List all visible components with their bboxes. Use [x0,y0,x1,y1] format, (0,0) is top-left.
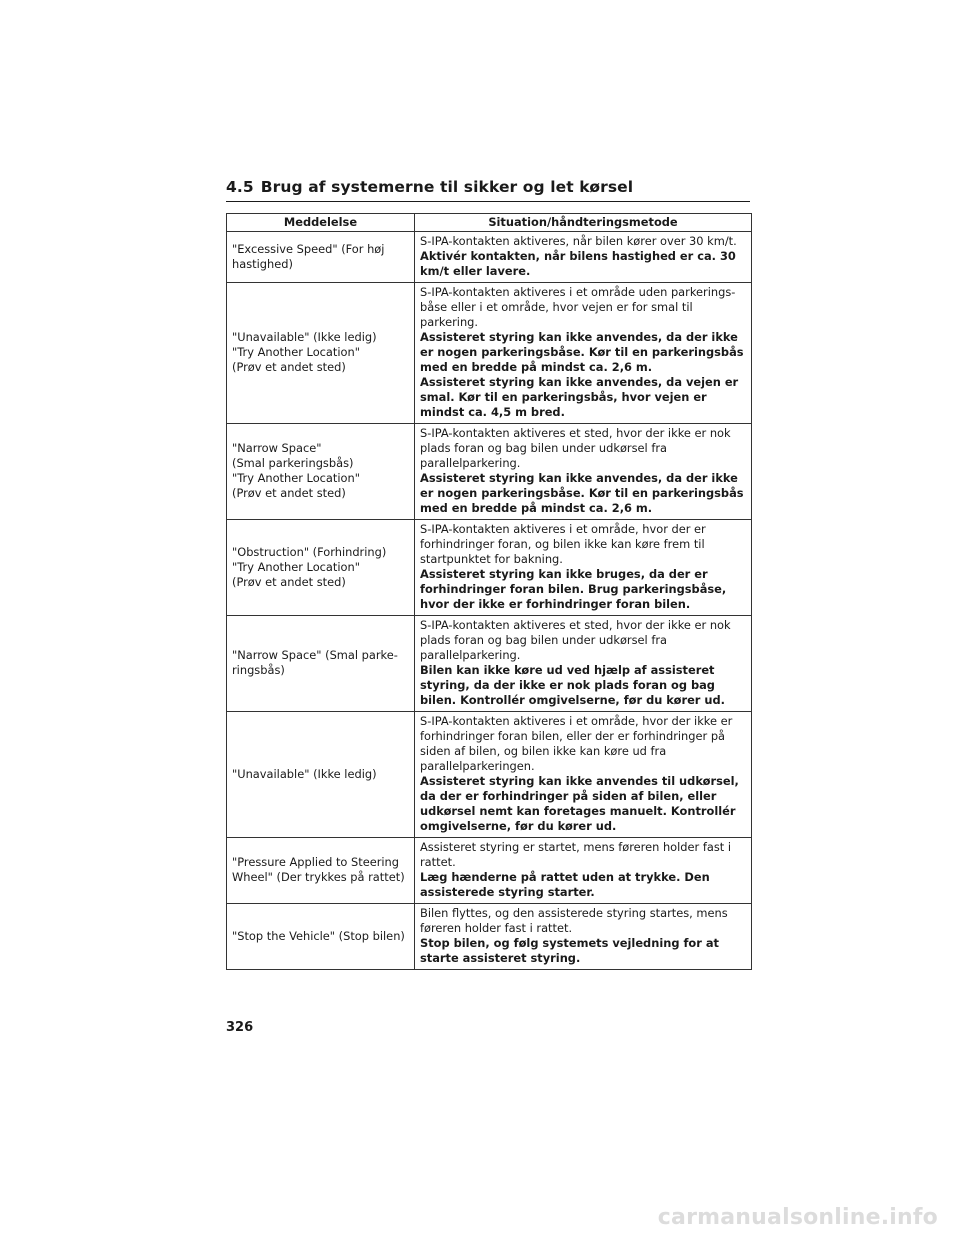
situation-description: Assisteret styring er startet, mens føreren holder fast i rattet. [420,840,732,869]
handling-instruction: Assisteret styring kan ikke bruges, da der er forhindringer foran bilen. Brug parkeringsbåse, hvor der ikke er forhindringer foran bilen. [420,567,727,611]
message-text: "Try Another Location" [232,345,360,359]
handling-instruction: Aktivér kontakten, når bilens hastighed er ca. 30 km/t eller lavere. [420,249,736,278]
table-row [227,712,752,838]
column-header-message: Meddelelse [227,214,415,232]
message-cell [227,232,415,283]
message-cell [227,904,415,970]
message-text: "Narrow Space" (Smal parkeringsbås) [232,648,398,677]
page-number: 326 [226,1020,254,1035]
message-cell [227,838,415,904]
table-row [227,520,752,616]
message-table [226,213,752,970]
situation-cell [415,232,752,283]
message-text: "Stop the Vehicle" (Stop bilen) [232,928,405,943]
message-text: (Prøv et andet sted) [232,486,346,500]
situation-cell [415,712,752,838]
table-row [227,904,752,970]
message-text: "Try Another Location" [232,471,360,485]
situation-cell [415,904,752,970]
situation-description: S-IPA-kontakten aktiveres et sted, hvor der ikke er nok plads foran og bag bilen under udkørsel fra parallelparkering. [420,426,731,470]
situation-cell [415,520,752,616]
handling-instruction: Bilen kan ikke køre ud ved hjælp af assisteret styring, da der ikke er nok plads foran og bag bilen. Kontrollér omgivelserne, før du kører ud. [420,663,725,707]
situation-cell [415,283,752,424]
table-row [227,283,752,424]
handling-instruction: Assisteret styring kan ikke anvendes, da vejen er smal. Kør til en parkeringsbås, hvor vejen er mindst ca. 4,5 m bred. [420,375,739,419]
table-row [227,424,752,520]
message-cell [227,424,415,520]
message-text: "Excessive Speed" (For høj hastighed) [232,241,385,271]
situation-cell [415,838,752,904]
message-text: "Try Another Location" [232,559,360,574]
message-cell [227,616,415,712]
handling-instruction: Stop bilen, og følg systemets vejledning for at starte assisteret styring. [420,936,719,965]
message-cell [227,712,415,838]
table-row [227,616,752,712]
section-title: Brug af systemerne til sikker og let kørsel [260,178,634,196]
situation-description: S-IPA-kontakten aktiveres i et område, hvor der ikke er forhindringer foran bilen, eller der er forhindringer på siden af bilen, og bilen ikke kan køre ud fra parallelparkeringen. [420,714,733,773]
handling-instruction: Assisteret styring kan ikke anvendes, da der ikke er nogen parkeringsbåse. Kør til en parkeringsbås med en bredde på mindst ca. 2,6 m. [420,471,744,515]
handling-instruction: Assisteret styring kan ikke anvendes, da der ikke er nogen parkeringsbåse. Kør til en parkeringsbås med en bredde på mindst ca. 2,6 m. [420,330,744,374]
message-text: (Prøv et andet sted) [232,574,346,589]
situation-description: Bilen flyttes, og den assisterede styring startes, mens føreren holder fast i rattet. [420,906,728,935]
message-text: "Narrow Space" [232,441,322,455]
message-text: (Prøv et andet sted) [232,360,346,374]
table-body [227,232,752,970]
handling-instruction: Assisteret styring kan ikke anvendes til udkørsel, da der er forhindringer på siden af bilen, eller udkørsel nemt kan foretages manuelt. Kontrollér omgivelserne, før du kører ud. [420,774,739,833]
situation-description: S-IPA-kontakten aktiveres i et område uden parkeringsbåse eller i et område, hvor vejen er for smal til parkering. [420,285,736,329]
message-text: "Obstruction" (Forhindring) [232,544,387,559]
message-text: "Unavailable" (Ikke ledig) [232,330,377,344]
situation-description: S-IPA-kontakten aktiveres i et område, hvor der er forhindringer foran, og bilen ikke kan køre frem til startpunktet for bakning. [420,522,706,566]
section-header [226,178,750,202]
situation-description: S-IPA-kontakten aktiveres et sted, hvor der ikke er nok plads foran og bag bilen under udkørsel fra parallelparkering. [420,618,731,662]
message-cell [227,520,415,616]
message-text: (Smal parkeringsbås) [232,456,354,470]
situation-cell [415,424,752,520]
handling-instruction: Læg hænderne på rattet uden at trykke. Den assisterede styring starter. [420,870,710,899]
section-number: 4.5 [226,178,254,196]
message-text: "Pressure Applied to Steering Wheel" (Der trykkes på rattet) [232,855,405,884]
message-cell [227,283,415,424]
situation-cell [415,616,752,712]
table-row [227,838,752,904]
table-header-row [227,214,752,232]
watermark: carmanualsonline.info [657,1205,938,1230]
table-row [227,232,752,283]
situation-description: S-IPA-kontakten aktiveres, når bilen kører over 30 km/t. [420,234,737,248]
message-text: "Unavailable" (Ikke ledig) [232,766,377,781]
column-header-situation: Situation/håndteringsmetode [415,214,752,232]
